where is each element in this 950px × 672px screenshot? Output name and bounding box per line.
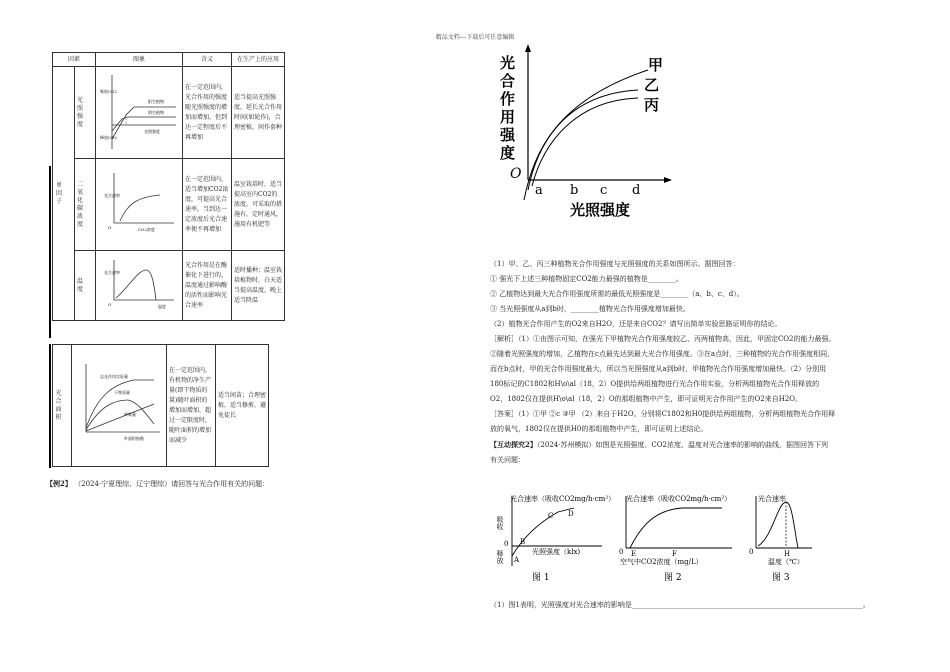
factor-label: 温度	[76, 277, 83, 293]
example-2	[46, 476, 269, 492]
g1-ytitle: 光合速率（吸收CO2mg/h·cm²）	[510, 495, 616, 503]
answer-2: 放的氧气，1802仅在提供H0的那组植物中产生，即可证明上述结论。	[490, 425, 708, 433]
figure-light-curves	[488, 40, 678, 244]
graph-xlabel: 温度	[158, 304, 166, 309]
factor-temp	[74, 251, 96, 321]
q1-2: ② 乙植物达到最大光合作用强度所需的最低光照强度是________（a、b、c、d）。	[490, 290, 744, 298]
graph-light	[96, 67, 183, 159]
graph-co2	[96, 159, 183, 251]
group-label: 单因子	[55, 181, 62, 205]
analysis-5: O2，1802仅在提供H\o\al（18，2）O的那组植物中产生，即可证明光合作用产生的O2来自H2O。	[490, 395, 803, 403]
g3-caption: 图 3	[772, 573, 790, 583]
factor-label: 光合面积	[55, 389, 62, 421]
g3-ytitle: 光合速率	[758, 495, 786, 503]
graph-series-1: 阳生植物	[148, 99, 164, 104]
analysis-1: ［解析］（1）①由图示可知，在强光下甲植物光合作用强度较乙、丙两植物高，因此，甲固定CO2的能力最强。	[490, 335, 836, 343]
fig1-series-jia: 甲	[648, 56, 664, 74]
fig1-tick-c: c	[600, 183, 608, 198]
q1: （1）甲、乙、丙三种植物光合作用强度与光照强度的关系如图所示。据图回答：	[490, 260, 740, 268]
g2-ytitle: 光合速率（吸收CO2mg/h·cm²）	[626, 495, 732, 503]
three-graphs	[492, 488, 832, 592]
fig1-ylabel-char: 合	[500, 72, 516, 90]
g1-pt-b: B	[520, 538, 526, 546]
q1-3: ③ 当光照强度从a到b时，________植物光合作用强度增加最快。	[490, 305, 690, 313]
col-header-graph: 图象	[96, 53, 183, 67]
group-label-cell	[53, 67, 75, 321]
graph-xlabel: 叶面积指数	[124, 436, 144, 441]
fig1-xlabel: 光照强度	[570, 201, 631, 219]
graph-xlabel: 光照强度	[144, 129, 160, 134]
application-light: 适当提高光照强度，延长光合作用时间(如轮作)，合理密植，间作套种	[232, 67, 285, 159]
g1-pt-c: C	[548, 512, 554, 520]
col-header-application: 在生产上的应用	[232, 53, 285, 67]
factor-light	[74, 67, 96, 159]
inquiry-text: （2024·苏州模拟）如图是光照强度、CO2浓度、温度对光合速率的影响的曲线，据图回答下列	[536, 441, 828, 449]
inquiry-tag: 【互动探究2】	[490, 440, 537, 449]
g1-caption: 图 1	[532, 573, 550, 583]
answer-1: ［答案］（1）①甲 ②c ③甲 （2）来自于H2O。分别将C1802和H0提供给两组植物，分析两组植物光合作用释	[490, 410, 836, 418]
graph-series-b: 干物质量	[114, 390, 130, 395]
fig1-ylabel-char: 强	[500, 126, 516, 144]
g1-pt-d: D	[568, 510, 574, 518]
area-graph	[74, 354, 164, 454]
graph-ylabel-up: 吸收CO2	[100, 89, 117, 94]
g1-xlabel: 光照强度（klx)	[532, 548, 581, 556]
meaning-co2: 在一定范围内，适当增加CO2浓度，可提高光合速率，当到达一定浓度后光合速率便不再增加	[183, 159, 232, 251]
graph-area	[72, 345, 167, 467]
light-curves-svg	[488, 40, 678, 240]
g1-origin: 0	[504, 540, 509, 548]
application-area: 适当间苗；合理密植，适当修剪，避免徒长	[216, 345, 269, 467]
g3-xlabel: 温度（℃）	[768, 558, 804, 566]
scan-border-2	[49, 344, 51, 468]
inquiry	[490, 437, 910, 453]
application-temp: 适时播种；温室栽培植物时，白天适当提高温度，晚上适当降温	[232, 251, 285, 321]
light-graph	[98, 69, 178, 153]
graph-origin: O	[108, 225, 112, 230]
g2-xlabel: 空气中CO2浓度（mg/L）	[620, 558, 703, 566]
col-header-factor: 因素	[53, 53, 96, 67]
graph-ylabel: 光合速率	[104, 193, 120, 198]
question-block	[490, 257, 910, 468]
graph-ylabel-down: 释放CO2	[100, 135, 117, 140]
three-graphs-svg	[492, 488, 832, 588]
co2-graph	[98, 163, 178, 243]
fig1-ylabel	[499, 54, 516, 162]
fig1-series-bing: 丙	[644, 96, 660, 114]
fig1-tick-d: d	[632, 183, 641, 198]
example-text: （2024·宁夏理综、辽宁理综）请回答与光合作用有关的问题：	[74, 480, 270, 488]
factor-table-cont	[52, 344, 269, 467]
g2-origin: 0	[619, 548, 624, 556]
g3-pt-h: H	[784, 550, 791, 558]
analysis-4: 180标记的C1802和H\o\al（18，2）O提供给两组植物进行光合作用实验，分析两组植物光合作用释放的	[490, 380, 820, 388]
meaning-area: 在一定范围内，有机物的净生产量(即干物质的量)随叶面积的增加而增加，超过一定限度时，随叶面积的增加而减少	[167, 345, 216, 467]
g2-pt-e: E	[631, 550, 637, 558]
analysis-2: ②随着光照强度的增加，乙植物在c点最先达到最大光合作用强度。③在a点时，三种植物的光合作用强度相同，	[490, 350, 835, 358]
fig1-ylabel-char: 作	[500, 90, 516, 108]
fig1-ylabel-char: 光	[500, 54, 516, 72]
g1-down: 释放	[496, 550, 504, 564]
graph-temp	[96, 251, 183, 321]
example-tag: 【例2】	[46, 479, 72, 488]
graph-series-2: 阴生植物	[148, 110, 164, 115]
q2: （2）植物光合作用产生的O2来自H2O，还是来自CO2？请写出简单实验思路证明你的结论。	[490, 320, 782, 328]
g3-origin: 0	[749, 548, 754, 556]
meaning-light: 在一定范围内，光合作用的强度随光照强度的增加而增加，但到达一定程度后不再增加	[183, 67, 232, 159]
graph-origin: O	[108, 302, 112, 307]
analysis-3: 而在b点时，甲的光合作用强度最大，所以当光照强度从a到b时，甲植物光合作用强度增加最快。（2）分别用	[490, 365, 827, 373]
g1-up: 吸收	[496, 516, 504, 530]
inquiry-text-2: 有关问题：	[490, 456, 525, 464]
factor-label: 二氧化碳浓度	[76, 180, 83, 228]
fig1-tick-b: b	[570, 183, 579, 198]
graph-series-a: 总光作用实际量	[100, 374, 128, 379]
factor-co2	[74, 159, 96, 251]
page-header: 精品文档---下载后可任意编辑	[435, 34, 515, 41]
g2-caption: 图 2	[664, 573, 682, 583]
factor-label: 光照强度	[76, 96, 83, 128]
last-question: （1）图1表明，光照强度对光合速率的影响是__________________________________________________________________。	[490, 601, 870, 609]
fig1-ylabel-char: 用	[500, 108, 516, 126]
scan-border-1	[49, 166, 51, 338]
graph-series-c: 呼吸量	[124, 412, 136, 417]
fig1-origin: O	[510, 166, 522, 182]
temp-graph	[98, 254, 178, 314]
q1-1: ① 强光下上述三种植物固定CO2能力最强的植物是________。	[490, 275, 683, 283]
col-header-meaning: 含义	[183, 53, 232, 67]
fig1-ylabel-char: 度	[500, 144, 516, 162]
factor-table	[52, 52, 285, 321]
graph-ylabel: 光合速率	[104, 270, 120, 275]
factor-area	[53, 345, 72, 467]
fig1-series-yi: 乙	[644, 76, 660, 94]
meaning-temp: 光合作用是在酶催化下进行的，温度通过影响酶的活性而影响光合速率	[183, 251, 232, 321]
g2-pt-f: F	[672, 550, 677, 558]
graph-xlabel: CO2浓度	[138, 227, 155, 232]
fig1-tick-a: a	[535, 183, 543, 198]
g1-pt-a: A	[514, 556, 520, 564]
application-co2: 温室栽培时，适当提高室内CO2的浓度，可采取的措施有，定时通风，施用有机肥等	[232, 159, 285, 251]
